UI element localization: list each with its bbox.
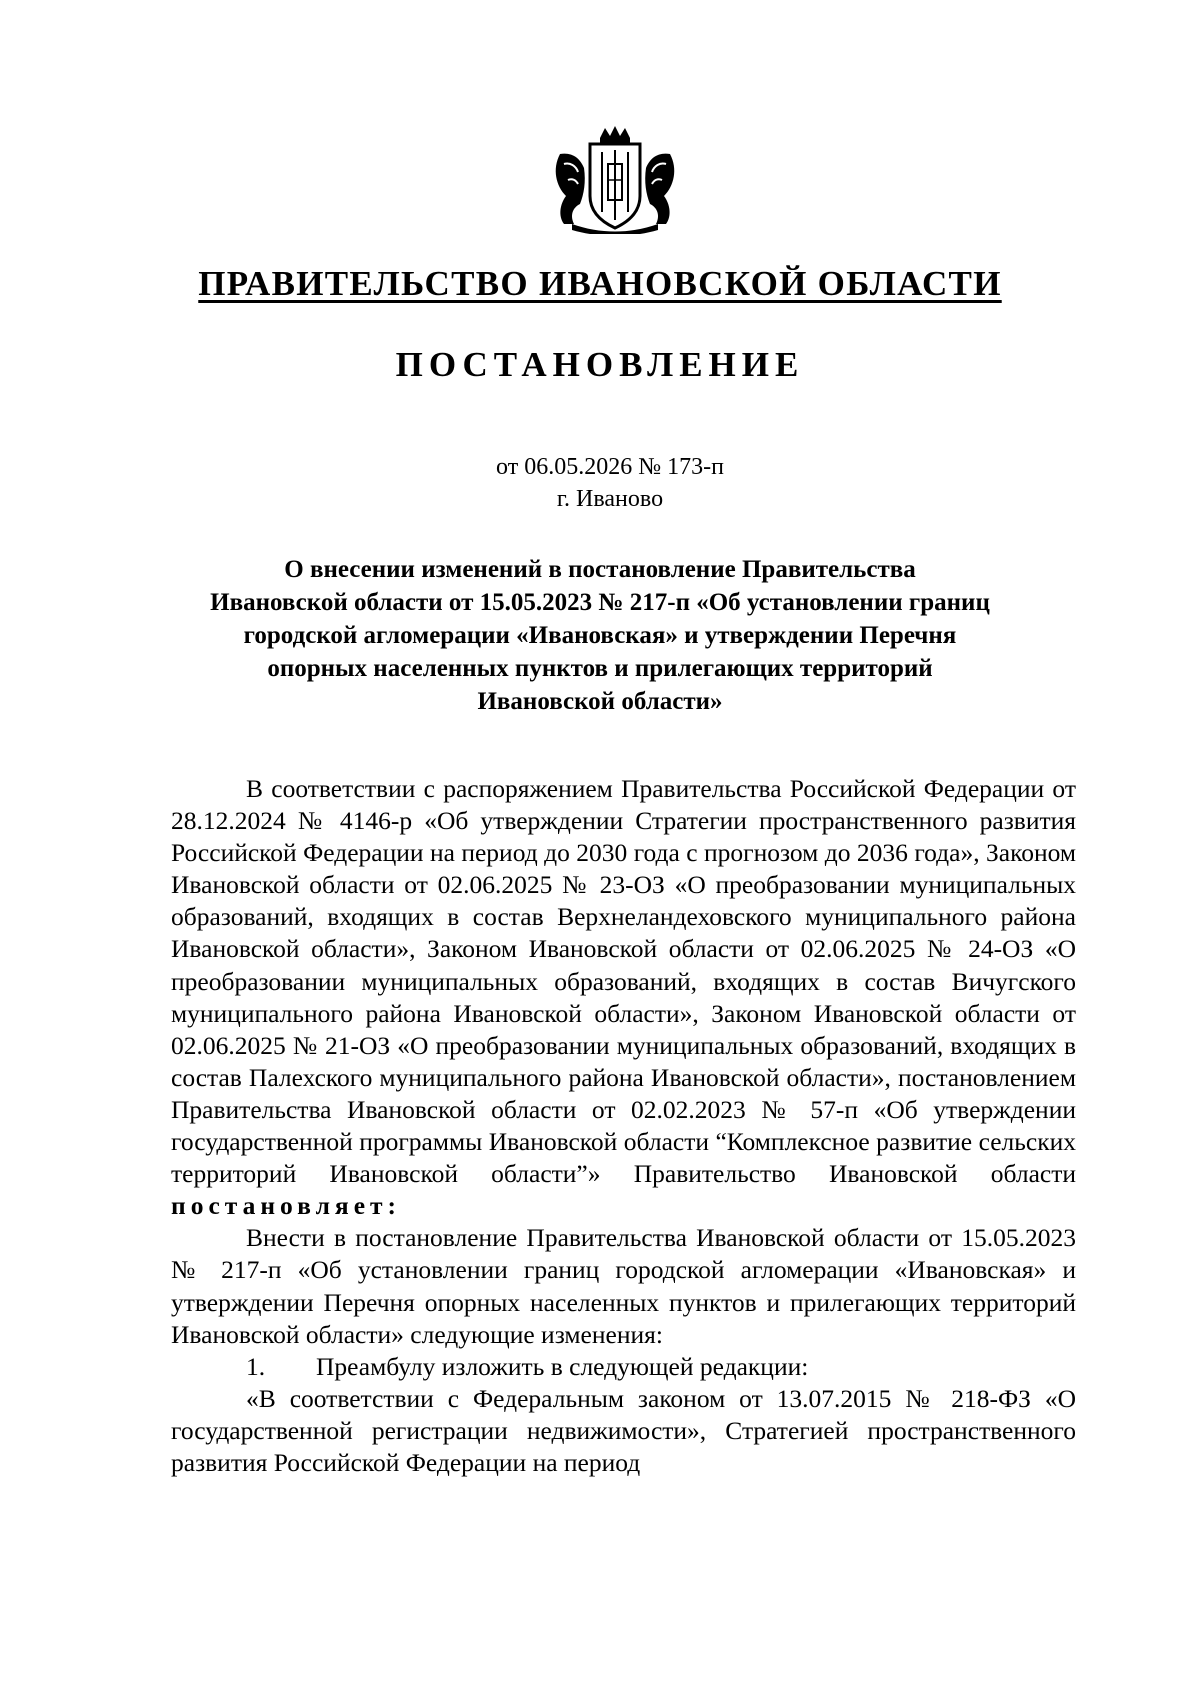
organization-title: ПРАВИТЕЛЬСТВО ИВАНОВСКОЙ ОБЛАСТИ [198, 264, 1002, 303]
document-body [171, 773, 1076, 1479]
coat-of-arms-emblem [550, 124, 680, 234]
date-and-number: от 06.05.2026 № 173-п [496, 454, 724, 480]
subject-line: Ивановской области» [477, 688, 723, 715]
resolution-keyword: постановляет: [171, 1191, 402, 1221]
list-item-text: Преамбулу изложить в следующей редакции: [316, 1351, 809, 1381]
preamble-text: В соответствии с распоряжением Правительства Российской Федерации от 28.12.2024 № 4146-р «Об утверждении Стратегии пространственного развития Российской Федерации на период до 2030 года с прогнозом до 2036 года», Законом Ивановской области от 02.06.2025 № 23-ОЗ «О преобразовании муниципальных образований, входящих в состав Верхнеландеховского муниципального района Ивановской области», Законом Ивановской области от 02.06.2025 № 24-ОЗ «О преобразовании муниципальных образований, входящих в состав Вичугского муниципального района Ивановской области», Законом Ивановской области от 02.06.2025 № 21-ОЗ «О преобразовании муниципальных образований, входящих в состав Палехского муниципального района Ивановской области», постановлением Правительства Ивановской области от 02.02.2023 № 57-п «Об утверждении государственной программы Ивановской области “Комплексное развитие сельских территорий Ивановской области”» Правительство Ивановской области [171, 774, 1076, 1189]
city-name: г. Иваново [556, 486, 664, 512]
document-meta [0, 451, 1200, 515]
quoted-paragraph: «В соответствии с Федеральным законом от 13.07.2015 № 218-ФЗ «О государственной регистрации недвижимости», Стратегией пространственного развития Российской Федерации на период [171, 1383, 1076, 1477]
subject-line: опорных населенных пунктов и прилегающих территорий [267, 655, 933, 682]
list-item-number: 1. [246, 1351, 266, 1381]
document-subject [170, 553, 1030, 718]
document-type-heading: ПОСТАНОВЛЕНИЕ [395, 345, 805, 384]
subject-line: городской агломерации «Ивановская» и утверждении Перечня [243, 622, 957, 649]
amendment-paragraph: Внести в постановление Правительства Ивановской области от 15.05.2023 № 217-п «Об установлении границ городской агломерации «Ивановская» и утверждении Перечня опорных населенных пунктов и прилегающих территорий Ивановской области» следующие изменения: [171, 1223, 1076, 1349]
list-item [171, 1351, 1076, 1383]
subject-line: Ивановской области от 15.05.2023 № 217-п «Об установлении границ [210, 589, 990, 616]
preamble-paragraph [171, 773, 1076, 1222]
subject-line: О внесении изменений в постановление Правительства [284, 556, 916, 583]
